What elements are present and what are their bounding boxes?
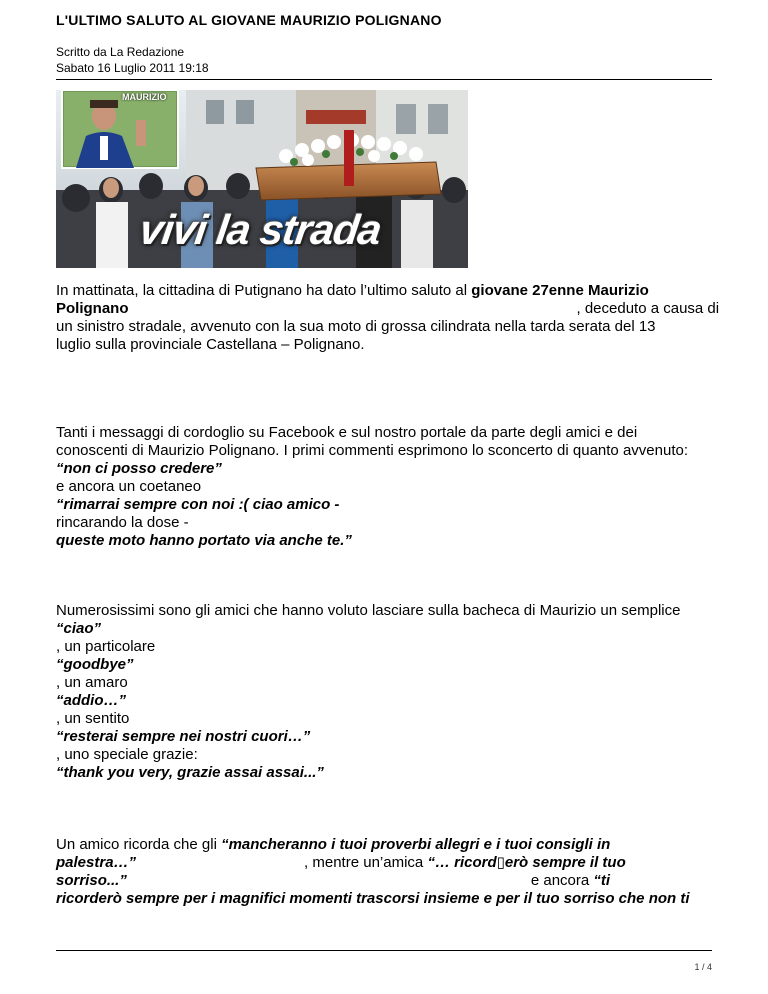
p1-text: un sinistro stradale, avvenuto con la sua moto di grossa cilindrata nella tarda serata del 13 bbox=[56, 318, 656, 335]
p3-text: Numerosissimi sono gli amici che hanno voluto lasciare sulla bacheca di Maurizio un semplice bbox=[56, 602, 681, 619]
p4-text: e ancora bbox=[530, 872, 594, 889]
paragraph-1 bbox=[56, 282, 720, 354]
p3-text: , uno speciale grazie: bbox=[56, 746, 198, 763]
paragraph-3 bbox=[56, 602, 716, 782]
p3-text: , un particolare bbox=[56, 638, 156, 655]
article-author: Scritto da La Redazione bbox=[56, 45, 185, 59]
p1-text: , deceduto a causa di bbox=[576, 300, 720, 317]
p4-quote: “ti bbox=[593, 872, 611, 889]
p4-quote: “mancheranno i tuoi proverbi allegri e i tuoi consigli in bbox=[221, 836, 611, 853]
page-number: 1 / 4 bbox=[694, 962, 712, 972]
p3-quote: “ciao” bbox=[56, 620, 102, 637]
paragraph-2 bbox=[56, 424, 716, 550]
p2-quote: queste moto hanno portato via anche te.” bbox=[56, 532, 352, 549]
header-divider bbox=[56, 79, 712, 80]
p3-quote: “goodbye” bbox=[56, 656, 134, 673]
photo-inset-label: MAURIZIO bbox=[122, 92, 167, 102]
p4-quote: palestra…” bbox=[56, 854, 137, 871]
p4-text: , mentre un’amica bbox=[304, 854, 428, 871]
p2-text: e ancora un coetaneo bbox=[56, 478, 202, 495]
p4-text: Un amico ricorda che gli bbox=[56, 836, 222, 853]
p3-text: , un sentito bbox=[56, 710, 130, 727]
p3-text: , un amaro bbox=[56, 674, 128, 691]
p2-text: rincarando la dose - bbox=[56, 514, 189, 531]
p1-bold-name: giovane 27enne Maurizio bbox=[471, 282, 649, 299]
p2-quote: “non ci posso credere” bbox=[56, 460, 222, 477]
p4-quote: ricorderò sempre per i magnifici momenti trascorsi insieme e per il tuo sorriso che non ti bbox=[56, 890, 690, 907]
p2-quote: “rimarrai sempre con noi :( ciao amico - bbox=[56, 496, 340, 513]
p1-text: In mattinata, la cittadina di Putignano ha dato l’ultimo saluto al bbox=[56, 282, 472, 299]
footer-divider bbox=[56, 950, 712, 951]
p2-text: Tanti i messaggi di cordoglio su Facebook e sul nostro portale da parte degli amici e dei bbox=[56, 424, 638, 441]
p1-bold-surname: Polignano bbox=[56, 300, 129, 317]
paragraph-4 bbox=[56, 836, 716, 908]
p3-quote: “resterai sempre nei nostri cuori…” bbox=[56, 728, 311, 745]
article-photo bbox=[56, 90, 468, 268]
photo-slogan: vivi la strada bbox=[136, 206, 384, 253]
article-date: Sabato 16 Luglio 2011 19:18 bbox=[56, 61, 209, 75]
p3-quote: “thank you very, grazie assai assai...” bbox=[56, 764, 324, 781]
p3-quote: “addio…” bbox=[56, 692, 126, 709]
page-title: L'ULTIMO SALUTO AL GIOVANE MAURIZIO POLIGNANO bbox=[56, 12, 442, 28]
p4-quote: “… ricord▯erò sempre il tuo bbox=[427, 854, 626, 871]
p4-quote: sorriso...” bbox=[56, 872, 127, 889]
p2-text: conoscenti di Maurizio Polignano. I primi commenti esprimono lo sconcerto di quanto avvenuto: bbox=[56, 442, 688, 459]
p1-text: luglio sulla provinciale Castellana – Polignano. bbox=[56, 336, 365, 353]
